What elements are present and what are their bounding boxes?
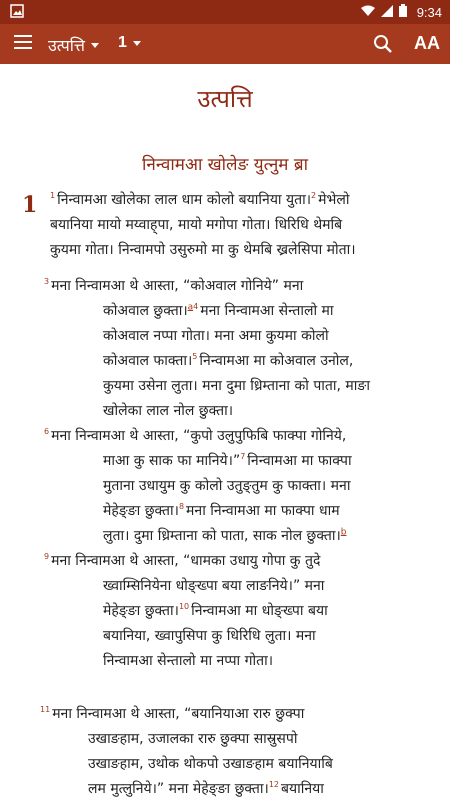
- verse-line: [40, 704, 304, 723]
- gallery-notification-icon: [10, 4, 24, 21]
- verse-text-span: मुताना उधायुम कु कोलो उतुङ्तुम कु फाक्ता। मना: [103, 478, 351, 494]
- verse-text-span: कोअवाल नप्पा गोता। मना अमा कुयमा कोलो: [103, 328, 329, 344]
- verse-text-span: निन्वामआ खोलेका लाल धाम कोलो बयानिया युता।: [57, 192, 312, 208]
- chapter-number: 1: [22, 192, 38, 218]
- battery-icon: [399, 4, 407, 20]
- verse-line: [103, 376, 370, 395]
- verse-text-span: मेहेङ्ङा छुक्ता।: [103, 503, 179, 519]
- status-time: 9:34: [416, 4, 442, 20]
- verse-line: [103, 401, 233, 420]
- verse-line: [50, 240, 356, 259]
- verse-line: [103, 451, 352, 470]
- verse-text-span: मना निन्वामआ थे आस्ता, “कोअवाल गोनिये” मना: [51, 278, 304, 294]
- verse-text-span: कुयमा गोता। निन्वामपो उसुरुमो मा कु थेमबि ख्रलेसिपा मोता।: [50, 242, 356, 258]
- verse-number[interactable]: 9: [44, 552, 50, 562]
- verse-text-span: उखाङहाम, उजालका रारु छुक्पा सास्रुसपो: [88, 731, 298, 747]
- verse-text-span: निन्वामआ सेन्तालो मा नप्पा गोता।: [103, 653, 274, 669]
- verse-number[interactable]: 7: [240, 452, 246, 462]
- verse-line: [88, 779, 324, 798]
- search-icon[interactable]: [372, 33, 394, 55]
- verse-text-span: मना निन्वामआ थे आस्ता, “धामका उधायु गोपा कु तुदे: [51, 553, 321, 569]
- verse-text-span: निन्वामआ मा फाक्पा: [247, 453, 352, 469]
- verse-text-span: मना निन्वामआ सेन्तालो मा: [200, 303, 334, 319]
- verse-line: [103, 326, 329, 345]
- verse-text-span: निन्वामआ मा कोअवाल उनोल,: [199, 353, 354, 369]
- verse-number[interactable]: 3: [44, 277, 50, 287]
- chapter-label: 1: [118, 34, 127, 51]
- verse-line: [103, 576, 324, 595]
- text-size-icon[interactable]: AA: [414, 33, 440, 53]
- verse-line: [103, 626, 316, 645]
- verse-line: [88, 729, 297, 748]
- verse-line: [103, 526, 346, 545]
- verse-number[interactable]: 6: [44, 427, 50, 437]
- verse-number[interactable]: 2: [311, 191, 317, 201]
- status-bar: [0, 0, 450, 24]
- chevron-down-icon: [133, 41, 141, 46]
- verse-text-span: बयानिया, ख्वापुसिपा कु धिरिधि लुता। मना: [103, 628, 316, 644]
- menu-icon[interactable]: [14, 35, 32, 53]
- verse-text-span: मना निन्वामआ थे आस्ता, “कुपो उलुपुफिबि फाक्पा गोनिये,: [51, 428, 347, 444]
- verse-text-span: माआ कु साक फा मानिये।”: [103, 453, 241, 469]
- verse-line: [50, 190, 349, 209]
- verse-line: [103, 351, 353, 370]
- verse-text-span: लम मुत्लुनिये।” मना मेहेङ्ङा छुक्ता।: [88, 781, 269, 797]
- verse-text-span: ख्वाम्सिनियेना धोङ्ख्पा बया लाङनिये।” मना: [103, 578, 325, 594]
- section-heading: निन्वामआ खोलेङ युत्नुम ब्रा: [142, 155, 308, 175]
- verse-text-span: कोअवाल फाक्ता।: [103, 353, 193, 369]
- verse-line: [44, 551, 320, 570]
- page-title: उत्पत्ति: [197, 85, 253, 113]
- verse-line: [50, 215, 342, 234]
- book-selector[interactable]: [48, 34, 99, 56]
- verse-line: [88, 754, 333, 773]
- verse-text-span: बयानिया: [281, 781, 324, 797]
- signal-icon: [381, 5, 393, 20]
- footnote-link[interactable]: a: [187, 302, 194, 313]
- verse-text-span: कुयमा उसेना लुता। मना दुमा ध्रिम्ताना को पाता, माङा: [103, 378, 370, 394]
- verse-line: [103, 476, 350, 495]
- verse-number[interactable]: 10: [178, 602, 190, 612]
- verse-text-span: बयानिया मायो मय्वाह्‌पा, मायो मगोपा गोता। धिरिधि थेमबि: [50, 217, 343, 233]
- verse-text-span: मना निन्वामआ मा फाक्पा धाम: [186, 503, 340, 519]
- verse-line: [103, 651, 273, 670]
- verse-line: [103, 501, 340, 520]
- verse-text-span: कोअवाल छुक्ता।: [103, 303, 188, 319]
- verse-number[interactable]: 5: [192, 352, 198, 362]
- verse-line: [44, 276, 303, 295]
- footnote-link[interactable]: b: [340, 527, 347, 538]
- verse-number[interactable]: 8: [178, 502, 185, 512]
- book-label: उत्पत्ति: [48, 36, 85, 55]
- verse-number[interactable]: 12: [268, 780, 279, 790]
- verse-text-span: उखाङहाम, उथोक थोकपो उखाङहाम बयानियाबि: [88, 756, 333, 772]
- verse-text-span: खोलेका लाल नोल छुक्ता।: [103, 403, 234, 419]
- verse-text-span: निन्वामआ मा धोङ्ख्पा बया: [191, 603, 328, 619]
- verse-number[interactable]: 11: [40, 705, 51, 715]
- verse-number[interactable]: 1: [50, 191, 56, 201]
- verse-line: [103, 601, 328, 620]
- verse-line: [44, 426, 346, 445]
- wifi-icon: [361, 5, 375, 20]
- verse-line: [103, 301, 334, 320]
- verse-text-span: मेभेलो: [318, 192, 350, 208]
- verse-number[interactable]: 4: [193, 302, 199, 312]
- verse-text-span: लुता। दुमा ध्रिम्ताना को पाता, साक नोल छुक्ता।: [103, 528, 341, 544]
- app-toolbar: [0, 24, 450, 64]
- chapter-selector[interactable]: [118, 34, 141, 52]
- verse-text-span: मना निन्वामआ थे आस्ता, “बयानियाआ रारु छुक्पा: [52, 706, 305, 722]
- verse-text-span: मेहेङ्ङा छुक्ता।: [103, 603, 179, 619]
- chevron-down-icon: [91, 43, 99, 48]
